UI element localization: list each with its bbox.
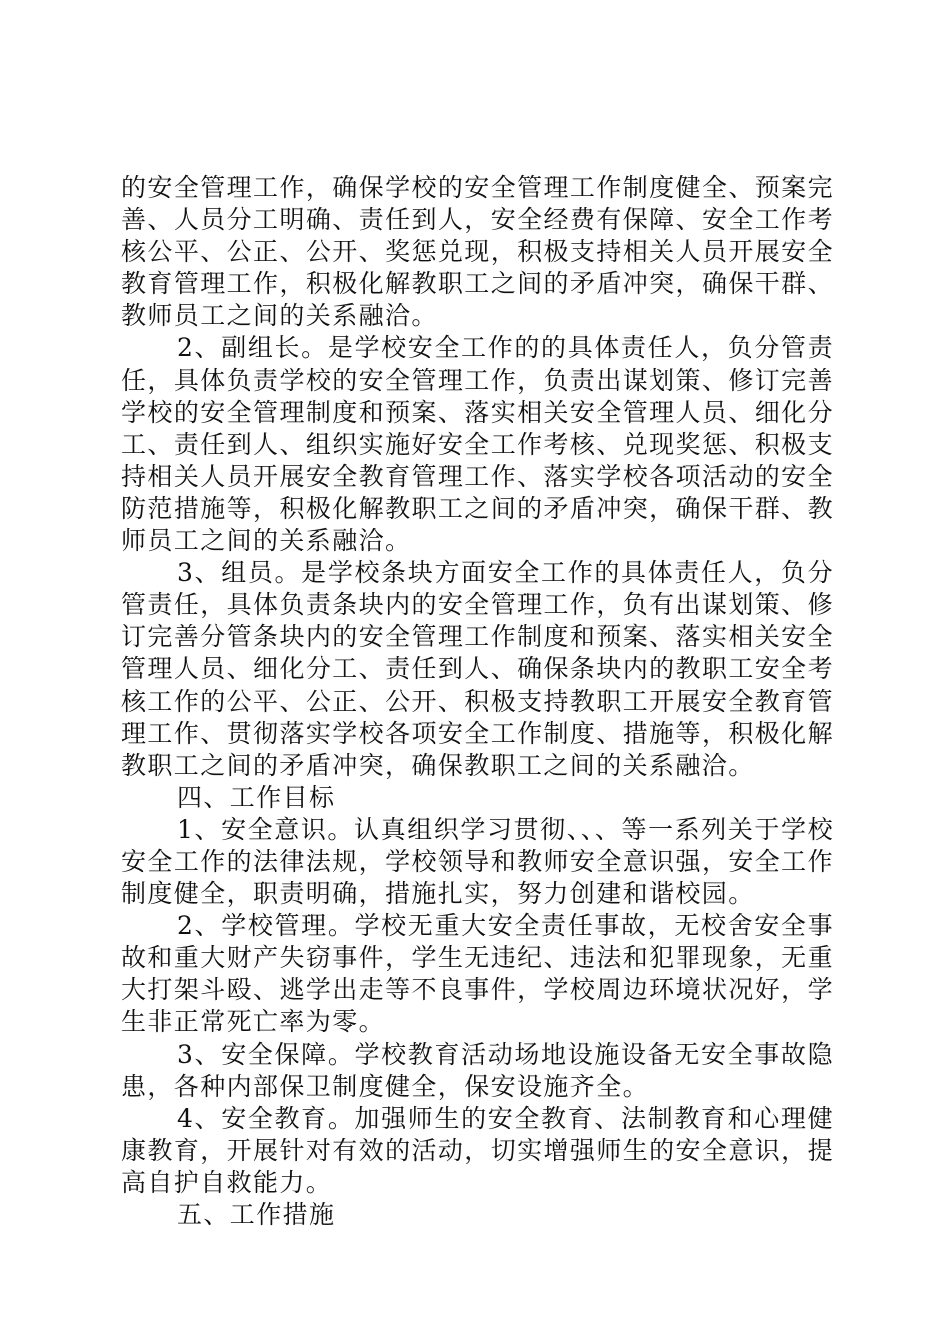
section-heading-work-measures: 五、工作措施 (177, 1200, 336, 1229)
paragraph-safety-education: 4、安全教育。加强师生的安全教育、法制教育和心理健康教育，开展针对有效的活动，切实增强师生的安全意识，提高自护自救能力。 (121, 1103, 834, 1197)
paragraph-deputy-leader: 2、副组长。是学校安全工作的的具体责任人，负分管责任，具体负责学校的安全管理工作，负责出谋划策、修订完善学校的安全管理制度和预案、落实相关安全管理人员、细化分工、责任到人、组织实施好安全工作考核、兑现奖惩、积极支持相关人员开展安全教育管理工作、落实学校各项活动的安全防范措施等，积极化解教职工之间的矛盾冲突，确保干群、教师员工之间的关系融洽。 (121, 333, 834, 556)
section-heading-work-goals: 四、工作目标 (177, 782, 336, 812)
paragraph-safety-awareness: 1、安全意识。认真组织学习贯彻、、、等一系列关于学校安全工作的法律法规，学校领导和教师安全意识强，安全工作制度健全，职责明确，措施扎实，努力创建和谐校园。 (121, 814, 834, 909)
paragraph-members: 3、组员。是学校条块方面安全工作的具体责任人，负分管责任，具体负责条块内的安全管理工作，负有出谋划策、修订完善分管条块内的安全管理工作制度和预案、落实相关安全管理人员、细化分工、责任到人、确保条块内的教职工安全考核工作的公平、公正、公开、积极支持教职工开展安全教育管理工作、贯彻落实学校各项安全工作制度、措施等，积极化解教职工之间的矛盾冲突，确保教职工之间的关系融洽。 (121, 558, 834, 780)
paragraph-continuation: 的安全管理工作，确保学校的安全管理工作制度健全、预案完善、人员分工明确、责任到人，安全经费有保障、安全工作考核公平、公正、公开、奖惩兑现，积极支持相关人员开展安全教育管理工作，积极化解教职工之间的矛盾冲突，确保干群、教师员工之间的关系融洽。 (121, 173, 834, 331)
paragraph-school-management: 2、学校管理。学校无重大安全责任事故，无校舍安全事故和重大财产失窃事件，学生无违纪、违法和犯罪现象，无重大打架斗殴、逃学出走等不良事件，学校周边环境状况好，学生非正常死亡率为零。 (121, 911, 834, 1037)
document-body (121, 172, 834, 1231)
paragraph-safety-guarantee: 3、安全保障。学校教育活动场地设施设备无安全事故隐患，各种内部保卫制度健全，保安设施齐全。 (121, 1039, 834, 1101)
